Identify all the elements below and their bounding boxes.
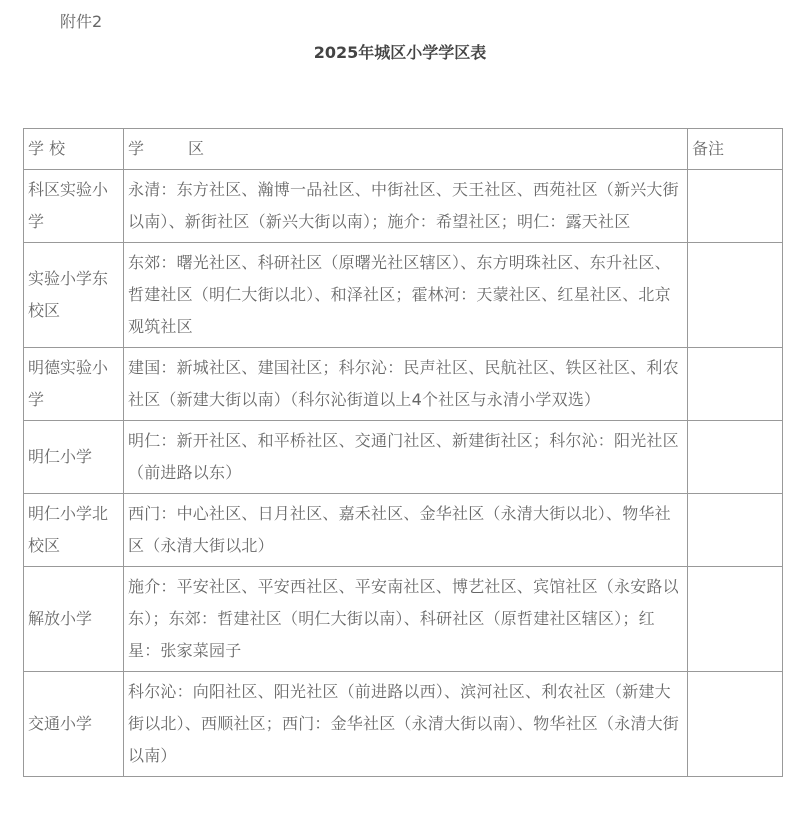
district-cell: 永清：东方社区、瀚博一品社区、中街社区、天王社区、西苑社区（新兴大街以南）、新街社区（新兴大街以南）；施介：希望社区；明仁：露天社区 <box>124 170 688 243</box>
note-cell <box>688 348 783 421</box>
column-header-district-part-2: 区 <box>188 139 205 158</box>
table-row <box>24 567 783 672</box>
table-row <box>24 170 783 243</box>
note-cell <box>688 494 783 567</box>
column-header-district <box>124 129 688 170</box>
school-cell: 明仁小学北校区 <box>24 494 124 567</box>
note-cell <box>688 672 783 777</box>
attachment-label: 附件2 <box>60 12 103 31</box>
table-row <box>24 348 783 421</box>
table-row <box>24 421 783 494</box>
school-cell: 交通小学 <box>24 672 124 777</box>
school-cell: 解放小学 <box>24 567 124 672</box>
note-cell <box>688 421 783 494</box>
school-cell: 明仁小学 <box>24 421 124 494</box>
district-cell: 明仁：新开社区、和平桥社区、交通门社区、新建街社区；科尔沁：阳光社区（前进路以东） <box>124 421 688 494</box>
page-title: 2025年城区小学学区表 <box>313 43 487 62</box>
table-row <box>24 243 783 348</box>
school-district-table <box>23 128 783 777</box>
district-cell: 科尔沁：向阳社区、阳光社区（前进路以西）、滨河社区、利农社区（新建大街以北）、西顺社区；西门：金华社区（永清大街以南）、物华社区（永清大街以南） <box>124 672 688 777</box>
district-cell: 施介：平安社区、平安西社区、平安南社区、博艺社区、宾馆社区（永安路以东）；东郊：哲建社区（明仁大街以南）、科研社区（原哲建社区辖区）；红星：张家菜园子 <box>124 567 688 672</box>
note-cell <box>688 170 783 243</box>
school-cell: 科区实验小学 <box>24 170 124 243</box>
note-cell <box>688 567 783 672</box>
table-header-row <box>24 129 783 170</box>
table-row <box>24 494 783 567</box>
school-cell: 明德实验小学 <box>24 348 124 421</box>
district-cell: 东郊：曙光社区、科研社区（原曙光社区辖区）、东方明珠社区、东升社区、哲建社区（明仁大街以北）、和泽社区；霍林河：天蒙社区、红星社区、北京观筑社区 <box>124 243 688 348</box>
table-row <box>24 672 783 777</box>
column-header-district-part-1: 学 <box>128 139 145 158</box>
district-cell: 西门：中心社区、日月社区、嘉禾社区、金华社区（永清大街以北）、物华社区（永清大街以北） <box>124 494 688 567</box>
column-header-school: 学 校 <box>24 129 124 170</box>
school-cell: 实验小学东校区 <box>24 243 124 348</box>
column-header-note: 备注 <box>688 129 783 170</box>
district-cell: 建国：新城社区、建国社区；科尔沁：民声社区、民航社区、铁区社区、利农社区（新建大街以南）（科尔沁街道以上4个社区与永清小学双选） <box>124 348 688 421</box>
note-cell <box>688 243 783 348</box>
